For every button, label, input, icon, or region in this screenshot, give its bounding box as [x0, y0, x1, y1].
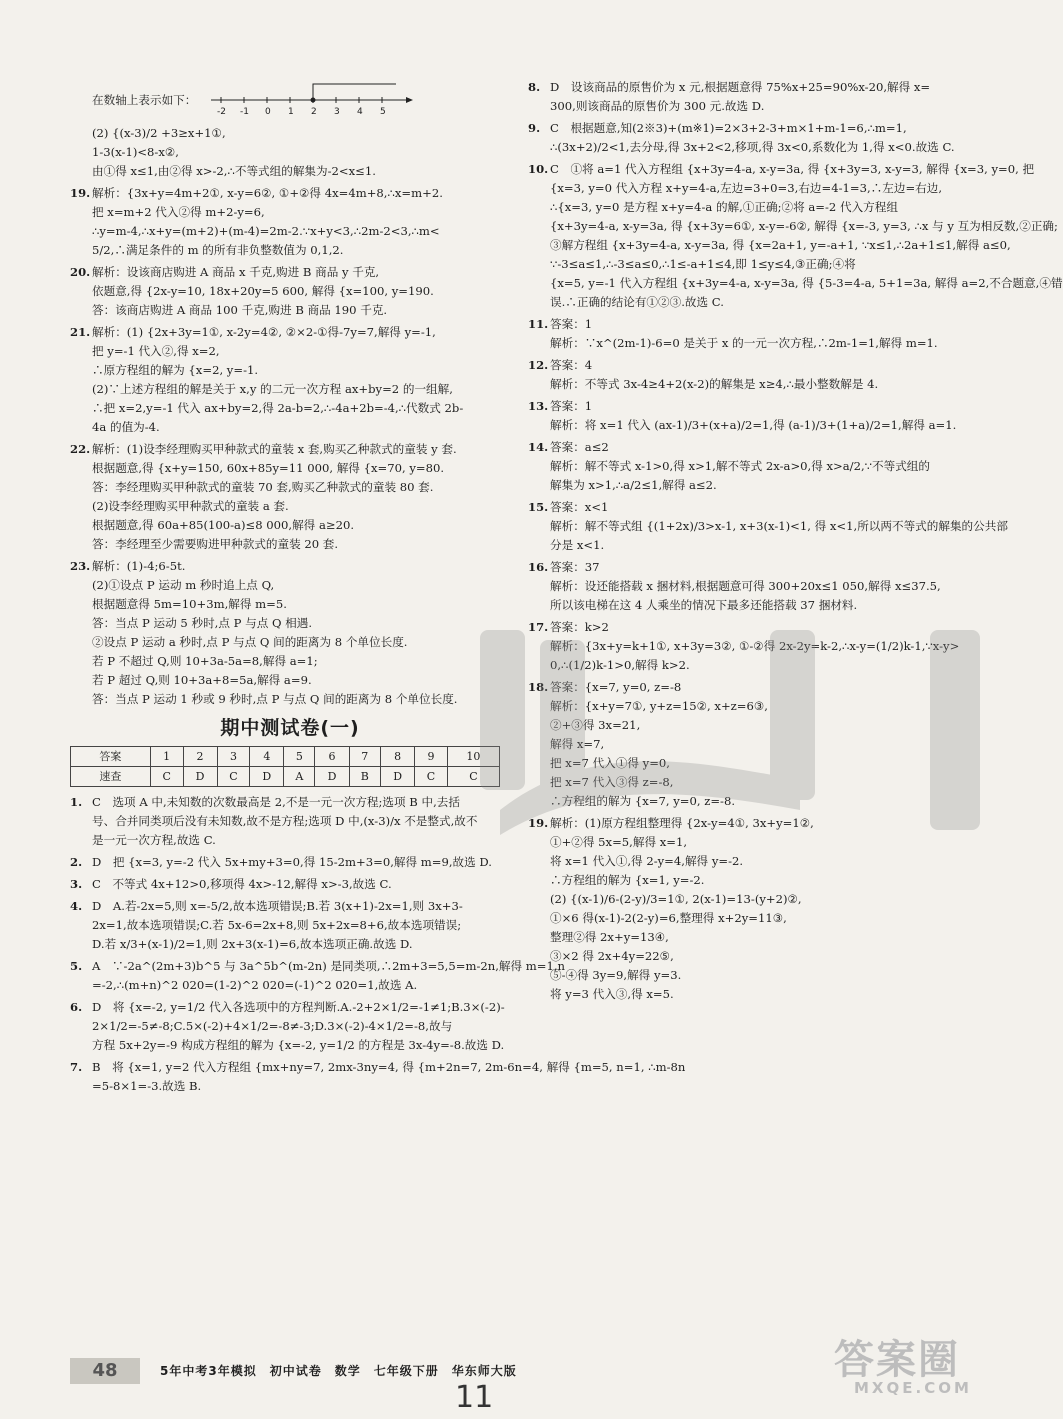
table-cell: 6 [315, 747, 349, 767]
text-line: 把 y=-1 代入②,得 x=2, [92, 344, 220, 358]
text-line: (2)∵上述方程组的解是关于 x,y 的二元一次方程 ax+by=2 的一组解, [92, 382, 453, 396]
text-line: 解集为 x>1,∴a/2≤1,解得 a≤2. [550, 478, 717, 492]
problem-1 [70, 793, 510, 850]
text-line: ∴y=m-4,∴x+y=(m+2)+(m-4)=2m-2.∵x+y<3,∴2m-2<3,∴m< [92, 224, 440, 238]
page-footer [70, 1358, 590, 1384]
question-number: 1. [70, 795, 83, 809]
table-cell: 2 [183, 747, 217, 767]
text-line: 由①得 x≤1,由②得 x>-2,∴不等式组的解集为-2<x≤1. [92, 164, 376, 178]
question-number: 23. [70, 559, 91, 573]
number-line-svg [206, 78, 416, 118]
table-cell: C [217, 767, 250, 787]
text-line: (2) {(x-3)/2 +3≥x+1①, [92, 126, 226, 140]
table-cell: 1 [150, 747, 183, 767]
question-number: 22. [70, 442, 91, 456]
number-line-figure [206, 78, 416, 124]
problem-8 [528, 78, 978, 116]
text-line: 整理②得 2x+y=13④, [550, 930, 669, 944]
text-line: 把 x=m+2 代入②得 m+2-y=6, [92, 205, 265, 219]
problem-6 [70, 998, 510, 1055]
tick-label: 0 [264, 107, 271, 117]
text-line: 解析：设该商店购进 A 商品 x 千克,购进 B 商品 y 千克, [92, 265, 380, 279]
table-row [71, 767, 500, 787]
text-line: 分是 x<1. [550, 538, 605, 552]
text-line: ∴方程组的解为 {x=7, y=0, z=-8. [550, 794, 736, 808]
text-line: 2x=1,故本选项错误;C.若 5x-6=2x+8,则 5x+2x=8+6,故本选项错误; [92, 918, 462, 932]
question-21 [70, 323, 510, 437]
table-cell: 10 [447, 747, 499, 767]
text-line: 4a 的值为-4. [92, 420, 160, 434]
text-line: 所以该电梯在这 4 人乘坐的情况下最多还能搭载 37 捆材料. [550, 598, 858, 612]
text-line: 5/2,∴满足条件的 m 的所有非负整数值为 0,1,2. [92, 243, 344, 257]
text-line: ∴(3x+2)/2<1,去分母,得 3x+2<2,移项,得 3x<0,系数化为 1,得 x<0.故选 C. [550, 140, 955, 154]
problem-10 [528, 160, 1063, 312]
table-cell: 答案 [71, 747, 151, 767]
text-line: 答案：a≤2 [550, 440, 609, 454]
tick-label: 5 [379, 107, 386, 117]
question-number: 7. [70, 1060, 83, 1074]
text-line: 若 P 超过 Q,则 10+3a+8=5a,解得 a=9. [92, 673, 312, 687]
question-number: 19. [528, 816, 549, 830]
text-line: 答：该商店购进 A 商品 100 千克,购进 B 商品 190 千克. [92, 303, 388, 317]
text-line: 方程 5x+2y=-9 构成方程组的解为 {x=-2, y=1/2 的方程是 3x-4y=-8.故选 D. [92, 1038, 505, 1052]
problem-5 [70, 957, 565, 995]
text-line: 解析：{x+y=7①, y+z=15②, x+z=6③, [550, 699, 768, 713]
table-cell: 8 [381, 747, 415, 767]
text-line: 解析：设还能搭载 x 捆材料,根据题意可得 300+20x≤1 050,解得 x≤37.5, [550, 579, 941, 593]
text-line: 答案：{x=7, y=0, z=-8 [550, 680, 682, 694]
table-row [71, 747, 500, 767]
text-line: B 将 {x=1, y=2 代入方程组 {mx+ny=7, 2mx-3ny=4, 得 {m+2n=7, 2m-6n=4, 解得 {m=5, n=1, ∴m-8n [92, 1060, 686, 1074]
text-line: 答案：1 [550, 399, 593, 413]
problem-3 [70, 875, 510, 894]
text-line: 解析：(1)设李经理购买甲种款式的童装 x 套,购买乙种款式的童装 y 套. [92, 442, 457, 456]
question-number: 19. [70, 186, 91, 200]
problem-13 [528, 397, 978, 435]
text-line: {x=3, y=0 代入方程 x+y=4-a,左边=3+0=3,右边=4-1=3,∴左边=右边, [550, 181, 943, 195]
text-line: ∵-3≤a≤1,∴-3≤a≤0,∴1≤-a+1≤4,即 1≤y≤4,③正确;④将 [550, 257, 856, 271]
table-cell: 速查 [71, 767, 151, 787]
problem-9 [528, 119, 978, 157]
text-line: 将 x=1 代入①,得 2-y=4,解得 y=-2. [550, 854, 744, 868]
text-line: 将 y=3 代入③,得 x=5. [550, 987, 674, 1001]
table-cell: 4 [250, 747, 284, 767]
text-line: 答案：37 [550, 560, 600, 574]
watermark-logo [834, 1328, 984, 1408]
answer-table [70, 746, 500, 787]
question-number: 2. [70, 855, 83, 869]
question-number: 6. [70, 1000, 83, 1014]
text-line: 解析：∵x^(2m-1)-6=0 是关于 x 的一元一次方程,∴2m-1=1,解得 m=1. [550, 336, 938, 350]
number-line-block [70, 78, 510, 181]
text-line: ①×6 得(x-1)-2(2-y)=6,整理得 x+2y=11③, [550, 911, 787, 925]
table-cell: D [381, 767, 415, 787]
tick-label: 2 [310, 107, 317, 117]
question-number: 18. [528, 680, 549, 694]
table-cell: 9 [415, 747, 448, 767]
question-number: 16. [528, 560, 549, 574]
text-line: 解析：(1)-4;6-5t. [92, 559, 186, 573]
footer-title: 5年中考3年模拟 初中试卷 数学 七年级下册 华东师大版 [160, 1364, 517, 1378]
text-line: 答：李经理至少需要购进甲种款式的童装 20 套. [92, 537, 339, 551]
text-line: {x=5, y=-1 代入方程组 {x+3y=4-a, x-y=3a, 得 {5-3=4-a, 5+1=3a, 解得 a=2,不合题意,④错 [550, 276, 1063, 290]
text-line: C 不等式 4x+12>0,移项得 4x>-12,解得 x>-3,故选 C. [92, 877, 392, 891]
text-line: 1-3(x-1)<8-x②, [92, 145, 179, 159]
text-line: 2×1/2=-5≠-8;C.5×(-2)+4×1/2=-8≠-3;D.3×(-2)-4×1/2=-8,故与 [92, 1019, 453, 1033]
text-line: 在数轴上表示如下： [92, 93, 197, 107]
question-number: 3. [70, 877, 83, 891]
question-20 [70, 263, 510, 320]
question-22 [70, 440, 510, 554]
text-line: 解析：将 x=1 代入 (ax-1)/3+(x+a)/2=1,得 (a-1)/3+(1+a)/2=1,解得 a=1. [550, 418, 957, 432]
text-line: ③解方程组 {x+3y=4-a, x-y=3a, 得 {x=2a+1, y=-a+1, ∵x≤1,∴2a+1≤1,解得 a≤0, [550, 238, 1011, 252]
question-number: 17. [528, 620, 549, 634]
tick-label: -1 [239, 107, 249, 117]
text-line: 把 x=7 代入①得 y=0, [550, 756, 670, 770]
problem-11 [528, 315, 978, 353]
right-column [528, 78, 1063, 1007]
table-cell: C [447, 767, 499, 787]
question-number: 10. [528, 162, 549, 176]
problem-18 [528, 678, 978, 811]
text-line: {x+3y=4-a, x-y=3a, 得 {x+3y=6①, x-y=-6②, 解得 {x=-3, y=3, ∴x 与 y 互为相反数,②正确; [550, 219, 1058, 233]
text-line: C 选项 A 中,未知数的次数最高是 2,不是一元一次方程;选项 B 中,去括 [92, 795, 460, 809]
question-number: 20. [70, 265, 91, 279]
text-line: 解析：{3x+y=k+1①, x+3y=3②, ①-②得 2x-2y=k-2,∴x-y=(1/2)k-1,∵x-y> [550, 639, 960, 653]
problem-7 [70, 1058, 686, 1096]
text-line: 解析：不等式 3x-4≥4+2(x-2)的解集是 x≥4,∴最小整数解是 4. [550, 377, 879, 391]
table-cell: 3 [217, 747, 250, 767]
question-number: 9. [528, 121, 541, 135]
problem-16 [528, 558, 978, 615]
text-line: 根据题意得 5m=10+3m,解得 m=5. [92, 597, 287, 611]
table-cell: A [284, 767, 315, 787]
table-cell: D [250, 767, 284, 787]
text-line: 把 x=7 代入③得 z=-8, [550, 775, 674, 789]
table-cell: D [315, 767, 349, 787]
text-line: 解析：{3x+y=4m+2①, x-y=6②, ①+②得 4x=4m+8,∴x=m+2. [92, 186, 443, 200]
text-line: D 把 {x=3, y=-2 代入 5x+my+3=0,得 15-2m+3=0,解得 m=9,故选 D. [92, 855, 492, 869]
text-line: =5-8×1=-3.故选 B. [92, 1079, 202, 1093]
question-number: 21. [70, 325, 91, 339]
text-line: ∴原方程组的解为 {x=2, y=-1. [92, 363, 259, 377]
question-19 [70, 184, 510, 260]
text-line: 若 P 不超过 Q,则 10+3a-5a=8,解得 a=1; [92, 654, 318, 668]
text-line: 解得 x=7, [550, 737, 605, 751]
text-line: ⑤-④得 3y=9,解得 y=3. [550, 968, 682, 982]
text-line: 答案：k>2 [550, 620, 609, 634]
problem-15 [528, 498, 1008, 555]
question-number: 4. [70, 899, 83, 913]
text-line: D.若 x/3+(x-1)/2=1,则 2x+3(x-1)=6,故本选项正确.故选 D. [92, 937, 413, 951]
text-line: 答：当点 P 运动 5 秒时,点 P 与点 Q 相遇. [92, 616, 313, 630]
text-line: 300,则该商品的原售价为 300 元.故选 D. [550, 99, 765, 113]
table-cell: C [415, 767, 448, 787]
tick-label: -2 [216, 107, 226, 117]
watermark-url: MXQE.COM [854, 1379, 972, 1397]
table-cell: B [349, 767, 381, 787]
page-number: 48 [70, 1358, 140, 1384]
tick-label: 1 [287, 107, 294, 117]
question-number: 12. [528, 358, 549, 372]
text-line: D A.若-2x=5,则 x=-5/2,故本选项错误;B.若 3(x+1)-2x=1,则 3x+3- [92, 899, 463, 913]
text-line: 解析：(1) {2x+3y=1①, x-2y=4②, ②×2-①得-7y=7,解得 y=-1, [92, 325, 436, 339]
question-number: 8. [528, 80, 541, 94]
table-cell: C [150, 767, 183, 787]
text-line: 根据题意,得 60a+85(100-a)≤8 000,解得 a≥20. [92, 518, 355, 532]
text-line: ∴{x=3, y=0 是方程 x+y=4-a 的解,①正确;②将 a=-2 代入方程组 [550, 200, 898, 214]
table-cell: 7 [349, 747, 381, 767]
text-line: 依题意,得 {2x-y=10, 18x+20y=5 600, 解得 {x=100, y=190. [92, 284, 434, 298]
text-line: =-2,∴(m+n)^2 020=(1-2)^2 020=(-1)^2 020=1,故选 A. [92, 978, 418, 992]
text-line: (2) {(x-1)/6-(2-y)/3=1①, 2(x-1)=13-(y+2)②, [550, 892, 802, 906]
problem-4 [70, 897, 510, 954]
text-line: 答案：x<1 [550, 500, 609, 514]
text-line: 根据题意,得 {x+y=150, 60x+85y=11 000, 解得 {x=70, y=80. [92, 461, 445, 475]
table-cell: D [183, 767, 217, 787]
problem-14 [528, 438, 978, 495]
question-number: 11. [528, 317, 549, 331]
text-line: D 将 {x=-2, y=1/2 代入各选项中的方程判断.A.-2+2×1/2=-1≠1;B.3×(-2)- [92, 1000, 505, 1014]
question-23 [70, 557, 510, 709]
text-line: ①+②得 5x=5,解得 x=1, [550, 835, 688, 849]
problem-12 [528, 356, 978, 394]
text-line: 答：李经理购买甲种款式的童装 70 套,购买乙种款式的童装 80 套. [92, 480, 434, 494]
text-line: 答：当点 P 运动 1 秒或 9 秒时,点 P 与点 Q 间的距离为 8 个单位长度. [92, 692, 458, 706]
problem-19 [528, 814, 978, 1004]
question-number: 5. [70, 959, 83, 973]
question-number: 15. [528, 500, 549, 514]
text-line: C 根据题意,知(2※3)+(m※1)=2×3+2-3+m×1+m-1=6,∴m=1, [550, 121, 907, 135]
problem-2 [70, 853, 510, 872]
text-line: ②设点 P 运动 a 秒时,点 P 与点 Q 间的距离为 8 个单位长度. [92, 635, 408, 649]
question-number: 14. [528, 440, 549, 454]
text-line: D 设该商品的原售价为 x 元,根据题意得 75%x+25=90%x-20,解得 x= [550, 80, 931, 94]
table-cell: 5 [284, 747, 315, 767]
handwritten-mark: 11 [455, 1380, 494, 1415]
text-line: 号、合并同类项后没有未知数,故不是方程;选项 D 中,(x-3)/x 不是整式,故不 [92, 814, 478, 828]
text-line: 解析：解不等式 x-1>0,得 x>1,解不等式 2x-a>0,得 x>a/2,∵不等式组的 [550, 459, 930, 473]
tick-label: 4 [356, 107, 363, 117]
text-line: ∴方程组的解为 {x=1, y=-2. [550, 873, 705, 887]
text-line: 误.∴正确的结论有①②③.故选 C. [550, 295, 724, 309]
text-line: 解析：(1)原方程组整理得 {2x-y=4①, 3x+y=1②, [550, 816, 814, 830]
text-line: 是一元一次方程,故选 C. [92, 833, 216, 847]
section-title: 期中测试卷(一) [220, 717, 360, 739]
text-line: C ①将 a=1 代入方程组 {x+3y=4-a, x-y=3a, 得 {x+3y=3, x-y=3, 解得 {x=3, y=0, 把 [550, 162, 1035, 176]
text-line: ③×2 得 2x+4y=22⑤, [550, 949, 674, 963]
text-line: 0,∴(1/2)k-1>0,解得 k>2. [550, 658, 690, 672]
text-line: 答案：4 [550, 358, 593, 372]
text-line: (2)设李经理购买甲种款式的童装 a 套. [92, 499, 289, 513]
text-line: A ∵-2a^(2m+3)b^5 与 3a^5b^(m-2n) 是同类项,∴2m+3=5,5=m-2n,解得 m=1,n [92, 959, 565, 973]
text-line: 解析：解不等式组 {(1+2x)/3>x-1, x+3(x-1)<1, 得 x<1,所以两不等式的解集的公共部 [550, 519, 1008, 533]
text-line: 答案：1 [550, 317, 593, 331]
tick-label: 3 [333, 107, 340, 117]
text-line: ∴把 x=2,y=-1 代入 ax+by=2,得 2a-b=2,∴-4a+2b=-4,∴代数式 2b- [92, 401, 464, 415]
text-line: (2)①设点 P 运动 m 秒时追上点 Q, [92, 578, 275, 592]
question-number: 13. [528, 399, 549, 413]
text-line: ②+③得 3x=21, [550, 718, 641, 732]
problem-17 [528, 618, 978, 675]
watermark-text: 答案圈 [834, 1337, 960, 1383]
